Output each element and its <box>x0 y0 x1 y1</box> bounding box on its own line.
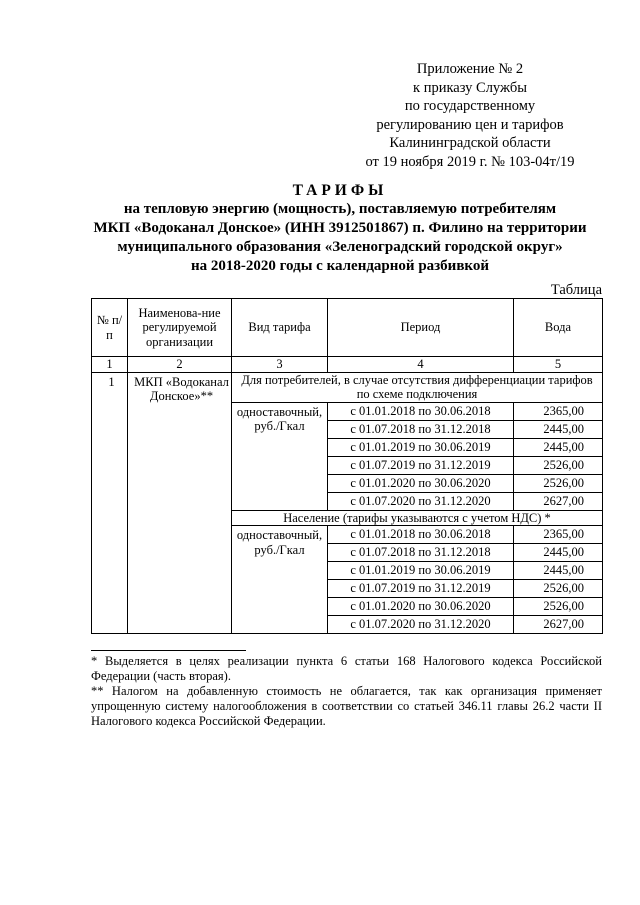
header-org: Наименова-ние регулируемой организации <box>128 299 232 357</box>
col-number: 2 <box>128 357 232 373</box>
period-cell: с 01.01.2020 по 30.06.2020 <box>328 598 514 616</box>
appendix-header <box>340 60 600 171</box>
header-line: к приказу Службы <box>413 79 527 96</box>
value-cell: 2526,00 <box>514 456 603 474</box>
footnote-simplified-tax: ** Налогом на добавленную стоимость не облагается, так как организация применяет упрощенную систему налогообложения в соответствии со статьей 346.11 главы 26.2 части II Налогового кодекса Российской Федерации. <box>91 684 602 728</box>
header-num: № п/п <box>92 299 128 357</box>
footnote-divider <box>91 650 246 651</box>
value-cell: 2445,00 <box>514 420 603 438</box>
period-cell: с 01.07.2018 по 31.12.2018 <box>328 420 514 438</box>
value-cell: 2445,00 <box>514 544 603 562</box>
header-line: Приложение № 2 <box>416 61 524 77</box>
value-cell: 2365,00 <box>514 402 603 420</box>
group-title: Для потребителей, в случае отсутствия дифференциации тарифов по схеме подключения <box>232 372 603 402</box>
title-line: муниципального образования «Зеленоградский городской округ» <box>117 239 563 255</box>
header-line: регулированию цен и тарифов <box>376 116 564 133</box>
footnote-vat: * Выделяется в целях реализации пункта 6 статьи 168 Налогового кодекса Российской Федерации (часть вторая). <box>91 654 602 683</box>
value-cell: 2627,00 <box>514 492 603 510</box>
group-title: Население (тарифы указываются с учетом НДС) * <box>232 510 603 526</box>
period-cell: с 01.01.2019 по 30.06.2019 <box>328 562 514 580</box>
value-cell: 2445,00 <box>514 562 603 580</box>
period-cell: с 01.01.2020 по 30.06.2020 <box>328 474 514 492</box>
tariffs-table <box>91 298 603 634</box>
period-cell: с 01.07.2019 по 31.12.2019 <box>328 456 514 474</box>
document-title <box>60 181 620 276</box>
col-number: 4 <box>328 357 514 373</box>
value-cell: 2627,00 <box>514 616 603 634</box>
period-cell: с 01.01.2018 по 30.06.2018 <box>328 402 514 420</box>
tariff-type: одноставочный, руб./Гкал <box>232 526 328 634</box>
period-cell: с 01.01.2019 по 30.06.2019 <box>328 438 514 456</box>
header-line: по государственному <box>404 98 536 114</box>
period-cell: с 01.07.2018 по 31.12.2018 <box>328 544 514 562</box>
title-line: на 2018-2020 годы с календарной разбивкой <box>190 258 490 274</box>
header-line: Калининградской области <box>389 135 551 151</box>
col-number: 3 <box>232 357 328 373</box>
row-number: 1 <box>92 372 128 634</box>
col-number: 1 <box>92 357 128 373</box>
table-header-row <box>92 299 603 357</box>
value-cell: 2526,00 <box>514 474 603 492</box>
period-cell: с 01.07.2020 по 31.12.2020 <box>328 492 514 510</box>
group-title-row <box>92 372 603 402</box>
value-cell: 2365,00 <box>514 526 603 544</box>
title-main: ТАРИФЫ <box>292 182 388 199</box>
org-name: МКП «Водоканал Донское»** <box>128 372 232 634</box>
title-line: МКП «Водоканал Донское» (ИНН 3912501867) п. Филино на территории <box>93 220 587 236</box>
value-cell: 2445,00 <box>514 438 603 456</box>
value-cell: 2526,00 <box>514 598 603 616</box>
column-numbers-row <box>92 357 603 373</box>
period-cell: с 01.07.2020 по 31.12.2020 <box>328 616 514 634</box>
header-line: от 19 ноября 2019 г. № 103-04т/19 <box>365 153 575 170</box>
header-period: Период <box>328 299 514 357</box>
footnotes <box>91 654 602 729</box>
period-cell: с 01.07.2019 по 31.12.2019 <box>328 580 514 598</box>
tariff-type: одноставочный, руб./Гкал <box>232 402 328 510</box>
table-label: Таблица <box>550 282 602 298</box>
title-line: на тепловую энергию (мощность), поставляемую потребителям <box>123 201 557 217</box>
col-number: 5 <box>514 357 603 373</box>
header-type: Вид тарифа <box>232 299 328 357</box>
value-cell: 2526,00 <box>514 580 603 598</box>
period-cell: с 01.01.2018 по 30.06.2018 <box>328 526 514 544</box>
header-value: Вода <box>514 299 603 357</box>
